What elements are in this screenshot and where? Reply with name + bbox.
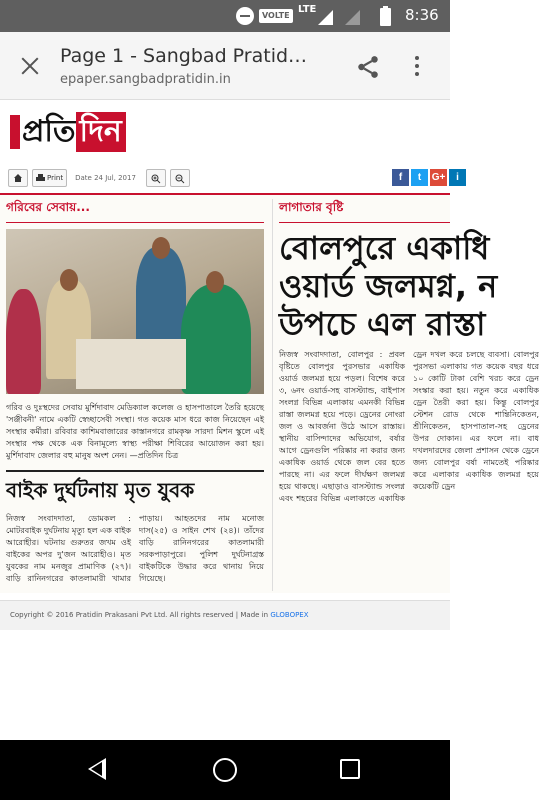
zoom-out-icon	[175, 174, 184, 183]
home-button[interactable]	[8, 169, 28, 187]
right-kicker: লাগাতার বৃষ্টি	[279, 199, 450, 223]
photo-figure	[6, 289, 41, 394]
print-label: Print	[47, 174, 64, 182]
more-options-icon[interactable]	[413, 54, 421, 78]
google-plus-icon[interactable]: G+	[430, 169, 447, 186]
photo-face	[206, 271, 224, 293]
article-headline: বাইক দুর্ঘটনায় মৃত যুবক	[6, 470, 264, 509]
facebook-icon[interactable]: f	[392, 169, 409, 186]
data-saver-icon	[236, 7, 254, 25]
right-column	[272, 199, 539, 591]
battery-icon	[380, 8, 391, 26]
logo-text-1: প্রতি	[22, 114, 76, 149]
signal-icon-2	[345, 10, 360, 25]
article-body: নিজস্ব সংবাদদাতা, ডোমকল : মোটরবাইক দুর্ঘটনায় মৃত্যু হল এক বাইক আরোহীর। ঘটনায় গুরুতর জখম ওই বাইকের অপর দু'জন আরোহীও। মৃত যুবকের নাম মনজুর প্রামাণিক (২৭)। বাড়ি রানিনগরের কাতলামারী খামার পাড়ায়। আহতদের নাম মনোজ দাস(২৫) ও সাইন শেখ (২৪)। তাঁদের বাড়ি রানিনগরের কাতলামারী সরকপাড়াপুরে। পুলিশ দুর্ঘটনাগ্রস্ত বাইকটিকে উদ্ধার করে থানায় নিয়ে গিয়েছে।	[6, 514, 264, 583]
zoom-in-button[interactable]	[146, 169, 166, 187]
linkedin-icon[interactable]: i	[449, 169, 466, 186]
webpage	[0, 100, 539, 740]
footer	[0, 600, 450, 630]
copyright-text: Copyright © 2016 Pratidin Prakasani Pvt Ltd. All rights reserved | Made in	[10, 611, 269, 619]
edition-date: Date 24 Jul, 2017	[75, 174, 136, 182]
photo-face	[60, 269, 78, 291]
lead-article-body: নিজস্ব সংবাদদাতা, বোলপুর : প্রবল বৃষ্টিতে বোলপুর পুরসভার একাধিক ওয়ার্ড জলমগ্ন হয়ে পড়ল। বিশেষ করে ৩, ৬নং ওয়ার্ড-সহ বাসস্ট্যান্ড, বাইপাস সংলগ্ন বিভিন্ন এলাকায় এমনকী বিভিন্ন রাস্তা জলমগ্ন হয়ে পড়ে। ড্রেনের নোংরা জল ও আবর্জনা উঠে আসে রাস্তায়। স্থানীয় বাসিন্দাদের অভিযোগ, বর্ষার আগে ড্রেনগুলি পরিষ্কার না করার জন্য একাধিক ওয়ার্ড থেকে জল বের হতে পারছে না। এর ফলে দীর্ঘক্ষণ জলমগ্ন হয়ে থাকছে। এছাড়াও বাসস্ট্যান্ড সংলগ্ন এবং শহরের বিভিন্ন এলাকাতে একাধিক ড্রেন দখল করে চলছে ব্যবসা। বোলপুর পুরসভা এলাকায় গত কয়েক বছর ধরে ১০ কোটি টাকা বেশি খরচ করে ড্রেন সংস্কার করা হয়। নতুন করে একাধিক ড্রেন তৈরী করা হয়। কিন্তু বোলপুর স্টেশন রোড থেকে শান্তিনিকেতন, শ্রীনিকেতন, হাসপাতাল-সহ ড্রেনের উপর দোকান। এর ফলে না। বাধ দখলদারদের জেলা প্রশাসন থেকে ড্রেনে জন্য বোলপুর বর্ষা নামতেই পরিষ্কার করে এলাকার একাধিক জলমগ্ন হয়ে কয়েকটি ড্রেন	[279, 350, 539, 503]
photo-figure	[181, 284, 251, 394]
home-icon	[13, 173, 23, 183]
left-column	[6, 199, 264, 591]
clock: 8:36	[405, 6, 439, 24]
epaper-toolbar	[8, 168, 190, 188]
volte-badge: VOLTE	[259, 9, 293, 23]
signal-icon	[318, 10, 333, 25]
lead-headline-line: ওয়ার্ড জলমগ্ন, ন	[279, 267, 498, 305]
newspaper-page[interactable]	[0, 193, 539, 593]
zoom-out-button[interactable]	[170, 169, 190, 187]
photo-face	[152, 237, 170, 259]
news-photo	[6, 229, 264, 394]
browser-toolbar	[0, 32, 450, 100]
navigation-bar	[0, 740, 450, 800]
page-title: Page 1 - Sangbad Pratid…	[60, 45, 308, 67]
lead-headline-line: বোলপুরে একাধি	[279, 229, 490, 267]
close-icon[interactable]	[18, 54, 42, 78]
status-bar	[0, 0, 450, 32]
print-button[interactable]	[32, 169, 67, 187]
lead-headline-line: উপচে এল রাস্তা	[279, 305, 486, 343]
print-icon	[36, 174, 45, 182]
site-logo[interactable]	[10, 108, 126, 156]
lead-headline	[279, 229, 498, 343]
twitter-icon[interactable]: t	[411, 169, 428, 186]
share-icon[interactable]	[355, 54, 381, 80]
social-share-bar	[392, 169, 466, 186]
photo-table	[76, 339, 186, 389]
home-nav-icon[interactable]	[213, 758, 237, 782]
logo-text-2: দিন	[76, 112, 126, 152]
globopex-link[interactable]: GLOBOPEX	[270, 611, 309, 619]
left-kicker: গরিবের সেবায়...	[6, 199, 264, 223]
zoom-in-icon	[151, 174, 160, 183]
back-icon[interactable]	[88, 758, 106, 780]
page-url: epaper.sangbadpratidin.in	[60, 72, 231, 87]
lte-label: LTE	[298, 4, 317, 15]
recent-apps-icon[interactable]	[340, 759, 360, 779]
photo-caption: গরিব ও দুঃস্থদের সেবায় মুর্শিদাবাদ মেডিক্যাল কলেজ ও হাসপাতালে তৈরি হয়েছে 'সঞ্জীবনী' নামে একটি স্বেচ্ছাসেবী সংস্থা। গত কয়েক মাস ধরে কাজ নিয়েছেন এই সংস্থার কর্মীরা। রবিবার কাশিমবাজারের কাস্তানগরে রামকৃষ্ণ সারদা মিশন স্কুলে এই সংস্থার পক্ষ থেকে এক বিনামূল্যে স্বাস্থ্য পরীক্ষা শিবিরের আয়োজন করা হয়। মুর্শিদাবাদ জেলার বহু মানুষ অংশ নেন। —প্রতিদিন চিত্র	[6, 403, 264, 460]
logo-tag	[10, 115, 20, 149]
